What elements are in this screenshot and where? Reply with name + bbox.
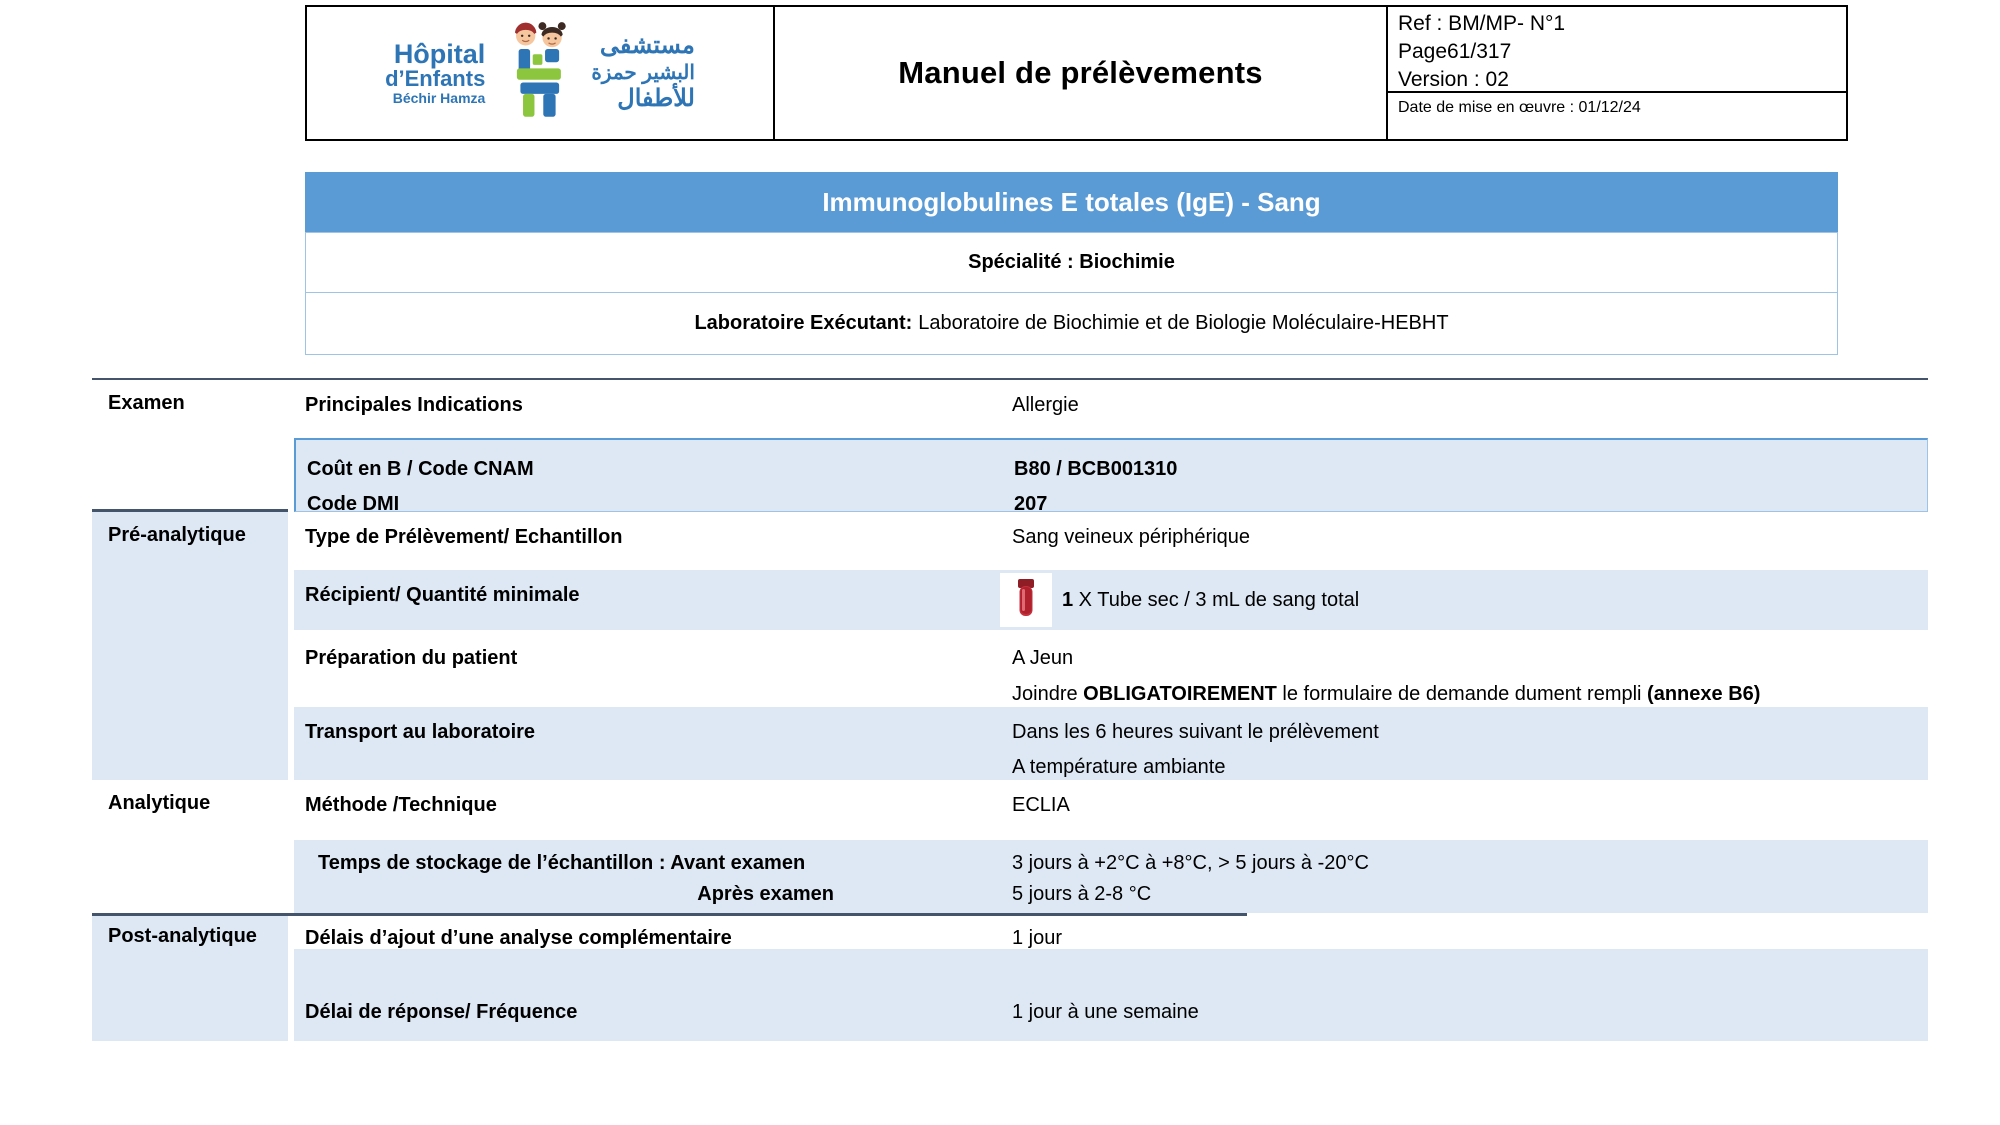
row-value (994, 707, 1928, 780)
table-row-preparation (294, 630, 1928, 707)
section-label-post-analytique: Post-analytique (92, 913, 288, 1041)
logo-text-line: Hôpital (393, 39, 486, 70)
text-line: Allergie (1012, 394, 1079, 416)
table-row-indications (294, 380, 1928, 438)
row-value (994, 512, 1928, 570)
row-label (296, 440, 996, 515)
main-table (92, 378, 1928, 1041)
text-line: Sang veineux périphérique (1012, 526, 1250, 548)
row-label (294, 780, 994, 840)
section-rows (294, 913, 1928, 1041)
manual-title-cell (775, 7, 1388, 139)
text-line: Méthode /Technique (305, 794, 497, 816)
row-label (294, 570, 994, 630)
table-row-reponse (294, 981, 1928, 1041)
reference-cell (1388, 7, 1846, 139)
table-row-recipient (294, 570, 1928, 630)
logo-text-line: d’Enfants (385, 66, 486, 92)
text-line: Préparation du patient (305, 647, 518, 669)
text-line: Type de Prélèvement/ Echantillon (305, 526, 623, 548)
page-number: Page61/317 (1398, 40, 1512, 63)
table-row-transport (294, 707, 1928, 780)
text-line: Code DMI (307, 493, 400, 515)
table-row-cout (294, 438, 1928, 515)
manual-title: Manuel de prélèvements (898, 55, 1263, 90)
row-value (994, 570, 1928, 630)
hospital-children-logo-icon (494, 19, 582, 128)
text-line: Coût en B / Code CNAM (307, 458, 534, 480)
text-line: Récipient/ Quantité minimale (305, 584, 580, 606)
logo-text-line: البشير حمزة (591, 62, 695, 84)
text-line: Temps de stockage de l’échantillon : Avant examen (318, 852, 806, 874)
section-label-examen: Examen (92, 380, 288, 512)
executing-lab-box (305, 292, 1838, 355)
text-line: 1 jour à une semaine (1012, 1001, 1199, 1023)
text-line: A Jeun (1012, 647, 1074, 669)
section-pre-analytique (92, 512, 1928, 780)
text-line: Délais d’ajout d’une analyse complémentaire (305, 927, 732, 949)
text-line: Joindre OBLIGATOIREMENT le formulaire de demande dument rempli (annexe B6) (1012, 683, 1761, 705)
section-label-analytique: Analytique (108, 792, 211, 814)
text-line: Après examen (697, 883, 834, 905)
version-number: Version : 02 (1398, 68, 1509, 91)
table-row-stockage (294, 840, 1928, 913)
ref-number: Ref : BM/MP- N°1 (1398, 12, 1566, 35)
section-rows (294, 512, 1928, 780)
row-value (994, 380, 1928, 438)
section-analytique (92, 780, 1928, 913)
text-line: Principales Indications (305, 394, 523, 416)
blood-tube-icon (1000, 573, 1052, 627)
row-value (994, 630, 1928, 707)
row-label (294, 840, 994, 913)
hospital-logo (307, 7, 775, 139)
header-table (305, 5, 1848, 141)
hospital-name-french (385, 40, 485, 106)
text-line: 1 X Tube sec / 3 mL de sang total (1062, 589, 1360, 611)
section-rows (294, 380, 1928, 515)
text-line: 207 (1014, 493, 1048, 515)
logo-text-line: Béchir Hamza (392, 90, 486, 107)
text-line: 1 jour (1012, 927, 1063, 949)
analysis-title-banner: Immunoglobulines E totales (IgE) - Sang (305, 172, 1838, 232)
text-line: ECLIA (1012, 794, 1070, 816)
lab-value: Laboratoire de Biochimie et de Biologie Moléculaire-HEBHT (918, 312, 1449, 334)
section-post-analytique (92, 913, 1928, 1041)
text-line: 5 jours à 2-8 °C (1012, 883, 1152, 905)
text-line: B80 / BCB001310 (1014, 458, 1178, 480)
row-value (994, 840, 1928, 913)
section-divider-line (92, 913, 1247, 916)
text-line: Transport au laboratoire (305, 721, 536, 743)
section-examen (92, 380, 1928, 515)
text-line: A température ambiante (1012, 756, 1226, 778)
row-value (994, 780, 1928, 840)
row-value (994, 981, 1928, 1041)
row-label (294, 707, 994, 780)
row-value (994, 913, 1928, 981)
row-label (294, 380, 994, 438)
row-label (294, 913, 994, 981)
row-label (294, 512, 994, 570)
table-row-type (294, 512, 1928, 570)
table-row-methode (294, 780, 1928, 840)
lab-label: Laboratoire Exécutant: (694, 312, 913, 334)
section-rows (294, 780, 1928, 913)
specialty-box: Spécialité : Biochimie (305, 232, 1838, 293)
text-line: Délai de réponse/ Fréquence (305, 1001, 578, 1023)
row-label (294, 630, 994, 707)
text-line: Dans les 6 heures suivant le prélèvement (1012, 721, 1379, 743)
table-row-delais (294, 913, 1928, 981)
row-label (294, 981, 994, 1041)
logo-text-line: للأطفال (617, 85, 695, 112)
logo-text-line: مستشفى (599, 32, 695, 60)
reference-block (1388, 7, 1846, 93)
row-value (996, 440, 1927, 515)
text-line: 3 jours à +2°C à +8°C, > 5 jours à -20°C (1012, 852, 1369, 874)
hospital-name-arabic (591, 32, 695, 114)
section-label-pre-analytique: Pré-analytique (92, 512, 288, 780)
implementation-date: Date de mise en œuvre : 01/12/24 (1398, 99, 1641, 116)
